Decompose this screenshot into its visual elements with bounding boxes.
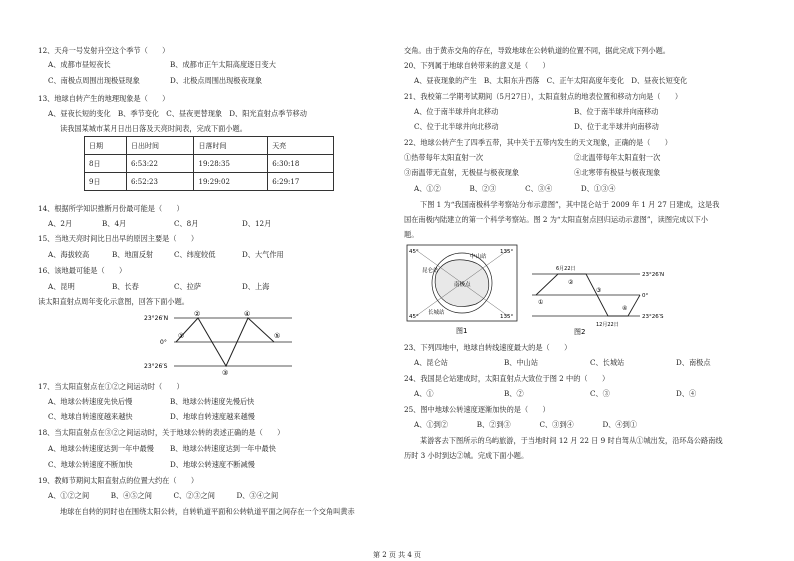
q17-option-d: D、地球自转速度越来越慢	[170, 412, 255, 421]
table-cell: 6:29:17	[268, 173, 334, 191]
q15-option-d: D、大气作用	[242, 250, 284, 259]
tropic-north-label: 23°26′N	[144, 315, 169, 322]
q16-option-a: A、昆明	[48, 282, 75, 291]
q24-option-a: A、①	[414, 389, 434, 398]
q14-option-b: B、4月	[102, 219, 127, 228]
q20-stem: 20、下列属于地球自转带来的意义是（ ）	[404, 61, 550, 70]
q13-options: A、昼夜长短的变化 B、季节变化 C、昼夜更替现象 D、阳光直射点季节移动	[48, 109, 307, 118]
q23-option-b: B、中山站	[504, 358, 539, 367]
q20-options: A、昼夜现象的产生 B、太阳东升西落 C、正午太阳高度年变化 D、昼夜长短变化	[414, 76, 688, 85]
q12-option-d: D、北极点周围出现极夜现象	[170, 76, 263, 85]
kunlun-label: 昆仑站	[422, 268, 439, 274]
point-a-label: ①	[538, 299, 544, 306]
table-header: 日期	[85, 137, 127, 155]
solar-migration-figure-2	[528, 262, 678, 336]
q17-option-c: C、地球自转速度越来越快	[48, 412, 133, 421]
q12-option-c: C、南极点周围出现极昼现象	[48, 76, 140, 85]
q23-option-d: D、南极点	[676, 358, 711, 367]
q21-option-d: D、位于北半球并向南移动	[574, 122, 659, 131]
equator-label: 0°	[642, 293, 649, 299]
table-cell: 6:53:22	[126, 155, 194, 173]
travel-passage-1: 某游客去下图所示的乌屿旅游，于当地时间 12 月 22 日 9 时自驾从①城出发，沿环岛公路南线	[420, 436, 723, 445]
q25-options: A、①到② B、②到③ C、③到④ D、④到①	[414, 420, 637, 429]
point-b-label: ②	[568, 279, 574, 286]
q17-option-b: B、地球公转速度先慢后快	[170, 397, 255, 406]
q21-option-a: A、位于南半球并向北移动	[414, 107, 499, 116]
figure-passage-2: 国在南极内陆建立的第一个科学考察站。图 2 为“太阳直射点回归运动示意图”，读图完成以下小	[404, 215, 708, 224]
point-5-label: ⑤	[274, 332, 281, 340]
figure-passage-1: 下图 1 为“我国南极科学考察站分布示意图”，其中昆仑站于 2009 年 1 月 27 日建成，这是我	[420, 200, 720, 209]
q21-stem: 21、我校第二学期考试期间（5月27日），太阳直射点的地表位置和移动方向是（ ）	[404, 92, 683, 101]
q22-options: A、①② B、②③ C、③④ D、①③④	[414, 184, 616, 193]
q24-option-c: C、③	[590, 389, 610, 398]
sunrise-table	[84, 136, 334, 191]
q16-option-d: D、上海	[242, 282, 270, 291]
q15-option-c: C、纬度较低	[174, 250, 216, 259]
figure-intro: 读太阳直射点周年变化示意图，回答下面小题。	[38, 297, 189, 306]
point-3-label: ③	[222, 369, 229, 376]
south-pole-label: 南极点	[454, 282, 471, 288]
q22-statement-3: ③南温带无直射，无极昼与极夜现象	[404, 168, 520, 177]
q25-stem: 25、图中地球公转速度逐渐加快的是（ ）	[404, 405, 550, 414]
q23-option-a: A、昆仑站	[414, 358, 448, 367]
table-cell: 6:52:23	[126, 173, 194, 191]
longitude-label: 135°	[500, 249, 514, 255]
point-2-label: ②	[194, 310, 201, 318]
table-header: 日出时间	[126, 137, 194, 155]
solar-migration-figure	[142, 310, 302, 376]
table-intro: 读我国某城市某月日出日落及天亮时间表，完成下面小题。	[60, 124, 247, 133]
point-c-label: ③	[596, 287, 602, 294]
q22-stem: 22、地球公转产生了四季五带，其中关于五带内发生的天文现象，正确的是（ ）	[404, 138, 672, 147]
table-cell: 19:28:35	[194, 155, 268, 173]
table-header: 日落时间	[194, 137, 268, 155]
figure-2-caption: 图2	[574, 328, 586, 336]
q24-option-d: D、④	[676, 389, 697, 398]
q21-option-c: C、位于北半球并向北移动	[414, 122, 499, 131]
q17-stem: 17、当太阳直射点在①②之间运动时（ ）	[38, 382, 184, 391]
q12-stem: 12、天舟一号发射升空这个季节（ ）	[38, 46, 170, 55]
table-header-row	[85, 137, 334, 155]
table-row	[85, 173, 334, 191]
q18-option-c: C、地球公转速度不断加快	[48, 460, 133, 469]
q18-option-b: B、地球公转速度达到一年中最快	[170, 444, 276, 453]
date-label: 12月22日	[596, 322, 619, 328]
table-header: 天亮	[268, 137, 334, 155]
longitude-label: 45°	[409, 314, 419, 320]
passage-line: 地球在自转的同时也在围绕太阳公转，自转轨道平面和公转轨道平面之间存在一个交角叫黄赤	[60, 507, 355, 516]
table-row	[85, 155, 334, 173]
figure-passage-3: 题。	[404, 230, 419, 239]
q23-option-c: C、长城站	[590, 358, 625, 367]
q24-stem: 24、我国昆仑站建成时，太阳直射点大致位于图 2 中的（ ）	[404, 374, 610, 383]
tropic-south-label: 23°26′S	[642, 314, 664, 320]
q13-stem: 13、地球自转产生的地理现象是（ ）	[38, 94, 170, 103]
longitude-label: 45°	[409, 249, 419, 255]
zhongshan-label: 中山站	[470, 254, 487, 260]
q16-option-b: B、长春	[112, 282, 139, 291]
page-number: 第 2 页 共 4 页	[372, 551, 422, 559]
changcheng-label: 长城站	[428, 310, 445, 316]
q19-stem: 19、教师节期间太阳直射点的位置大约在（ ）	[38, 476, 199, 485]
q14-option-c: C、8月	[174, 219, 199, 228]
antarctic-stations-map	[406, 244, 518, 336]
q19-options: A、①②之间 B、④⑤之间 C、②③之间 D、③④之间	[48, 491, 279, 500]
passage-continued: 交角。由于黄赤交角的存在，导致地球在公转轨道的位置不同，据此完成下列小题。	[404, 46, 670, 55]
q14-option-a: A、2月	[48, 219, 73, 228]
q22-statement-1: ①热带每年太阳直射一次	[404, 153, 484, 162]
table-cell: 8日	[85, 155, 127, 173]
longitude-label: 135°	[500, 314, 514, 320]
q22-statement-4: ④北寒带有极昼与极夜现象	[574, 168, 661, 177]
q16-option-c: C、拉萨	[174, 282, 202, 291]
q18-option-a: A、地球公转速度达到一年中最慢	[48, 444, 154, 453]
q23-stem: 23、下列四地中，地球自转线速度最大的是（ ）	[404, 343, 572, 352]
q14-option-d: D、12月	[242, 219, 272, 228]
q15-option-b: B、地面反射	[112, 250, 154, 259]
q16-stem: 16、该地最可能是（ ）	[38, 266, 127, 275]
point-d-label: ④	[622, 305, 628, 312]
q24-option-b: B、②	[504, 389, 524, 398]
table-cell: 9日	[85, 173, 127, 191]
q15-option-a: A、海拔较高	[48, 250, 90, 259]
q12-option-b: B、成都市正午太阳高度逐日变大	[170, 60, 276, 69]
figure-1-caption: 图1	[456, 327, 468, 335]
point-4-label: ④	[244, 310, 251, 318]
date-label: 6月22日	[556, 266, 576, 272]
equator-label: 0°	[160, 339, 167, 346]
travel-passage-2: 历时 3 小时到达②城。完成下面小题。	[404, 451, 529, 460]
table-cell: 6:30:18	[268, 155, 334, 173]
q18-option-d: D、地球公转速度不断减慢	[170, 460, 255, 469]
point-1-label: ①	[178, 332, 185, 340]
tropic-north-label: 23°26′N	[642, 272, 665, 278]
q17-option-a: A、地球公转速度先快后慢	[48, 397, 133, 406]
tropic-south-label: 23°26′S	[144, 363, 168, 370]
q22-statement-2: ②北温带每年太阳直射一次	[574, 153, 661, 162]
q15-stem: 15、当地天亮时间比日出早的原因主要是（ ）	[38, 234, 199, 243]
q18-stem: 18、当太阳直射点在③②之间运动时，关于地球公转的表述正确的是（ ）	[38, 428, 285, 437]
q14-stem: 14、根据所学知识推断月份最可能是（ ）	[38, 204, 184, 213]
table-cell: 19:29:02	[194, 173, 268, 191]
q12-option-a: A、成都市昼短夜长	[48, 60, 111, 69]
q21-option-b: B、位于南半球并向南移动	[574, 107, 659, 116]
